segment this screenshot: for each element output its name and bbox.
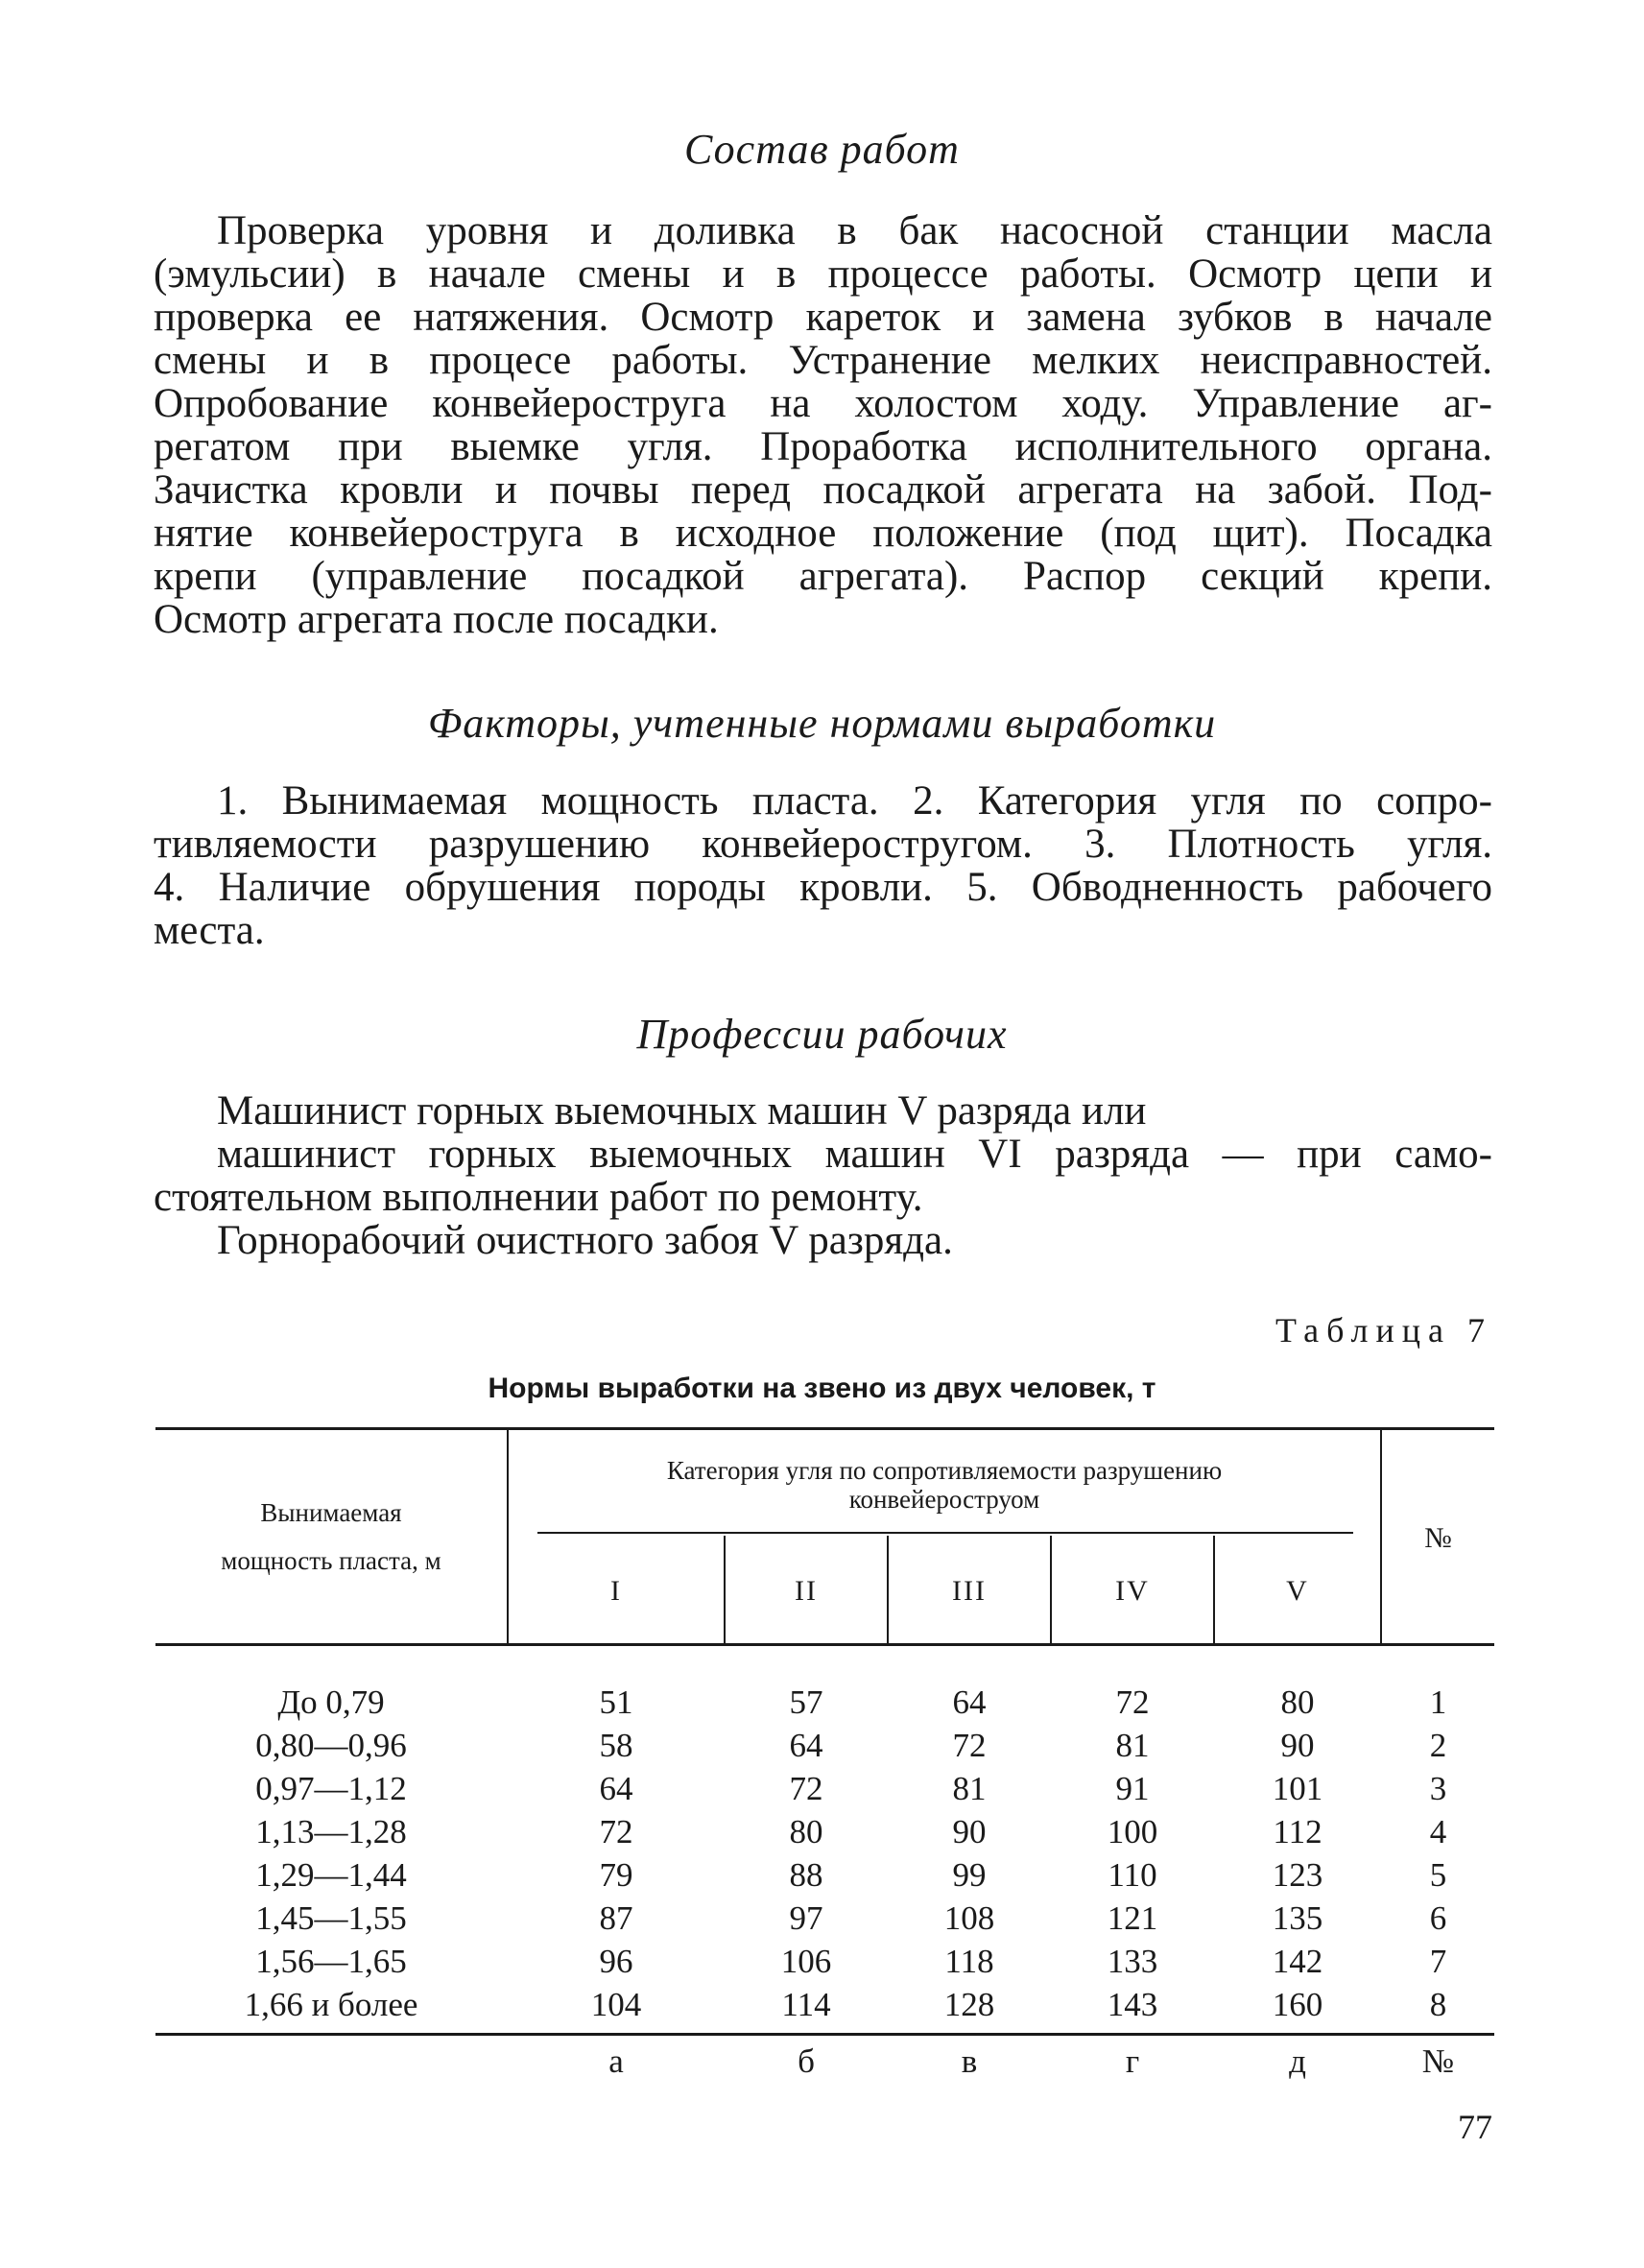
paragraph-work-composition — [154, 209, 1492, 641]
text-line: Осмотр агрегата после посадки. — [154, 597, 719, 642]
text-line: смены и в процесе работы. Устранение мелких неисправностей. — [154, 338, 1492, 383]
text-line: регатом при выемке угля. Проработка исполнительного органа. — [154, 424, 1492, 469]
table-cell: 118 — [944, 1943, 994, 1980]
text-line: Горнорабочий очистного забоя V разряда. — [217, 1218, 953, 1263]
table-cell: 81 — [1115, 1727, 1150, 1764]
row-number: 5 — [1429, 1856, 1447, 1894]
header-category-4: IV — [1115, 1575, 1150, 1607]
table-cell: 143 — [1107, 1986, 1158, 2023]
table-cell: 64 — [599, 1770, 633, 1807]
table-cell: 91 — [1115, 1770, 1150, 1807]
footer-col-b: б — [798, 2042, 815, 2080]
table-cell: 80 — [789, 1813, 823, 1850]
table-cell: 72 — [599, 1813, 633, 1850]
table-cell: 64 — [952, 1683, 987, 1721]
text-line: места. — [154, 908, 265, 953]
table-cell: 128 — [943, 1986, 995, 2023]
table-cell: 123 — [1272, 1856, 1323, 1894]
table-cell: 142 — [1272, 1943, 1323, 1980]
footer-col-d: д — [1289, 2042, 1306, 2080]
row-thickness-label: 1,66 и более — [244, 1986, 418, 2023]
table-group-rule — [537, 1532, 1353, 1534]
table-cell: 72 — [952, 1727, 987, 1764]
row-number: 7 — [1429, 1943, 1447, 1980]
row-number: 3 — [1429, 1770, 1447, 1807]
header-category-line1: Категория угля по сопротивляемости разрушению — [666, 1456, 1223, 1485]
table-cell: 90 — [1280, 1727, 1315, 1764]
row-number: 4 — [1429, 1813, 1447, 1850]
table-cell: 88 — [789, 1856, 823, 1894]
header-category-1: I — [610, 1575, 622, 1607]
header-thickness-line2: мощность пласта, м — [221, 1546, 441, 1575]
table-cell: 87 — [599, 1899, 633, 1937]
text-line: крепи (управление посадкой агрегата). Распор секций крепи. — [154, 554, 1492, 599]
text-line: нятие конвейероструга в исходное положение (под щит). Посадка — [154, 511, 1492, 556]
table-cell: 135 — [1272, 1899, 1323, 1937]
table-cell: 72 — [1115, 1683, 1150, 1721]
table-top-rule — [155, 1427, 1494, 1430]
table-cell: 100 — [1107, 1813, 1158, 1850]
row-number: 6 — [1429, 1899, 1447, 1937]
row-thickness-label: 1,13—1,28 — [255, 1813, 407, 1850]
table-cell: 97 — [789, 1899, 823, 1937]
footer-col-v: в — [961, 2042, 978, 2080]
paragraph-professions — [154, 1089, 1492, 1262]
table-cell: 79 — [599, 1856, 633, 1894]
table-cell: 72 — [789, 1770, 823, 1807]
text-line: стоятельном выполнении работ по ремонту. — [154, 1175, 923, 1220]
table-cell: 90 — [952, 1813, 987, 1850]
row-thickness-label: 1,45—1,55 — [255, 1899, 407, 1937]
heading-professions: Профессии рабочих — [636, 1011, 1008, 1058]
table-cell: 80 — [1280, 1683, 1315, 1721]
header-category-line2: конвейероструом — [848, 1485, 1040, 1514]
text-line: (эмульсии) в начале смены и в процессе работы. Осмотр цепи и — [154, 251, 1492, 297]
footer-col-g: г — [1125, 2042, 1140, 2080]
heading-factors: Факторы, учтенные нормами выработки — [427, 700, 1217, 747]
row-number: 2 — [1429, 1727, 1447, 1764]
row-number: 8 — [1429, 1986, 1447, 2023]
text-line: проверка ее натяжения. Осмотр кареток и замена зубков в начале — [154, 295, 1492, 340]
table-cell: 160 — [1272, 1986, 1323, 2023]
text-line: 1. Вынимаемая мощность пласта. 2. Категория угля по сопро- — [217, 778, 1492, 824]
row-thickness-label: 0,80—0,96 — [255, 1727, 407, 1764]
footer-col-no: № — [1421, 2042, 1455, 2080]
row-thickness-label: 1,29—1,44 — [255, 1856, 407, 1894]
header-number: № — [1424, 1522, 1452, 1554]
text-line: 4. Наличие обрушения породы кровли. 5. Обводненность рабочего — [154, 865, 1492, 910]
table-cell: 110 — [1108, 1856, 1157, 1894]
table-cell: 133 — [1107, 1943, 1158, 1980]
table-cell: 51 — [599, 1683, 633, 1721]
row-thickness-label: 0,97—1,12 — [255, 1770, 407, 1807]
table-cell: 121 — [1107, 1899, 1158, 1937]
header-category-2: II — [795, 1575, 818, 1607]
table-cell: 101 — [1272, 1770, 1323, 1807]
table-cell: 104 — [590, 1986, 642, 2023]
table-cell: 114 — [781, 1986, 831, 2023]
table-cell: 99 — [952, 1856, 987, 1894]
text-line: тивляемости разрушению конвейеростругом. 3. Плотность угля. — [154, 822, 1492, 867]
text-line: Зачистка кровли и почвы перед посадкой агрегата на забой. Под- — [154, 467, 1492, 513]
table-cell: 57 — [789, 1683, 823, 1721]
paragraph-factors — [154, 779, 1492, 952]
table-cell: 106 — [780, 1943, 832, 1980]
text-line: машинист горных выемочных машин VI разряда — при само- — [217, 1132, 1492, 1177]
footer-col-a: а — [608, 2042, 624, 2080]
header-thickness-line1: Вынимаемая — [260, 1498, 402, 1527]
text-line: Машинист горных выемочных машин V разряда или — [217, 1088, 1147, 1134]
table-cell: 81 — [952, 1770, 987, 1807]
text-line: Опробование конвейероструга на холостом ходу. Управление аг- — [154, 381, 1492, 426]
header-category-3: III — [952, 1575, 987, 1607]
row-thickness-label: До 0,79 — [277, 1683, 385, 1721]
table-bottom-rule — [155, 2033, 1494, 2036]
table-label: Таблица 7 — [1275, 1311, 1492, 1349]
row-thickness-label: 1,56—1,65 — [255, 1943, 407, 1980]
table-cell: 108 — [943, 1899, 995, 1937]
table-header-bottom-rule — [155, 1643, 1494, 1646]
heading-work-composition: Состав работ — [684, 126, 960, 173]
page-number: 77 — [1458, 2108, 1492, 2146]
table-title: Нормы выработки на звено из двух человек, т — [488, 1373, 1156, 1404]
table-cell: 112 — [1273, 1813, 1322, 1850]
table-cell: 96 — [599, 1943, 633, 1980]
row-number: 1 — [1429, 1683, 1447, 1721]
table-cell: 58 — [599, 1727, 633, 1764]
table-cell: 64 — [789, 1727, 823, 1764]
text-line: Проверка уровня и доливка в бак насосной станции масла — [217, 208, 1492, 253]
header-category-5: V — [1286, 1575, 1309, 1607]
